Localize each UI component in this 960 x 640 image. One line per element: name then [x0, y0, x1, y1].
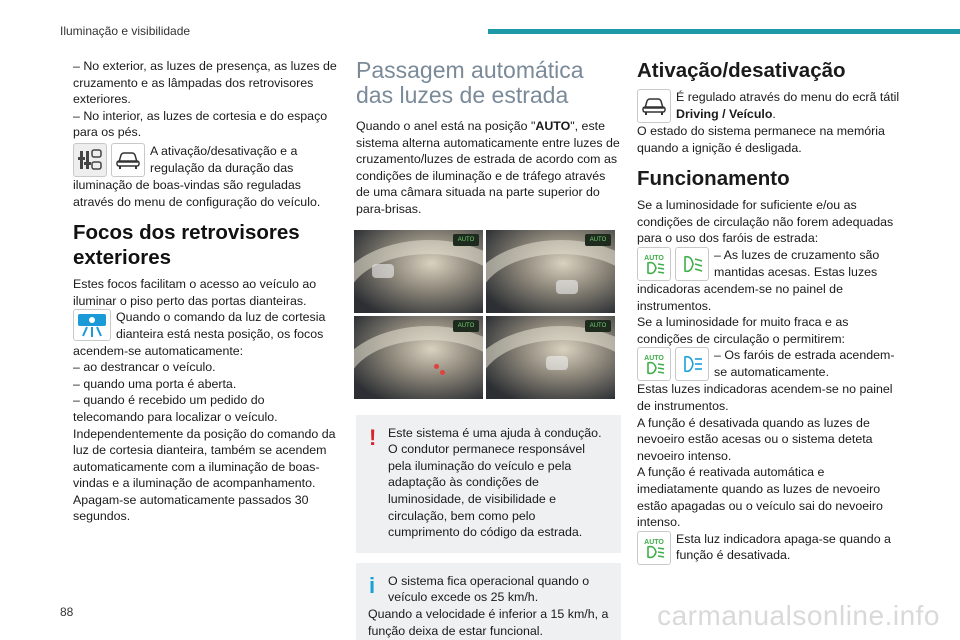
low-beam-text-cont: indicadoras acendem-se no painel de instrumentos. [637, 281, 843, 313]
info-icon: i [369, 572, 376, 598]
high-beam-text-cont: Estas luzes indicadoras acendem-se no painel de instrumentos. [637, 382, 893, 413]
mirror-lamps-paragraph: Independentemente da posição do comando da luz de cortesia dianteira, também se acendem automaticamente com a iluminação de boas-vindas e a iluminação de acompanhamento. [73, 426, 336, 491]
fog-reactivation-text: A função é reativada automática e imediatamente quando as luzes de nevoeiro estão apagadas ou o veículo sai do nevoeiro intenso. [637, 465, 883, 530]
info-note [356, 563, 621, 640]
auto-high-beam-intro: Quando o anel está na posição "AUTO", este sistema alterna automaticamente entre luzes de cruzamento/luzes de estrada de acordo com as condições de iluminação e de tráfego através de uma câmara situada na parte superior do para-brisas. [356, 119, 620, 216]
activation-memory-text: O estado do sistema permanece na memória quando a ignição é desligada. [637, 124, 885, 155]
car-icon [637, 89, 671, 123]
operation-dark-intro: Se a luminosidade for muito fraca e as condições de circulação o permitirem: [637, 315, 849, 346]
illustration-photo: AUTO [354, 230, 483, 313]
illustration-photo: AUTO [486, 316, 615, 399]
svg-text:AUTO: AUTO [644, 355, 664, 363]
mirror-lamps-intro: Estes focos facilitam o acesso ao veículo ao iluminar o piso perto das portas dianteiras. [73, 277, 317, 308]
courtesy-light-icon [73, 309, 111, 341]
icon-row-high-beam [637, 347, 902, 381]
auto-indicator-icon [637, 347, 671, 381]
courtesy-text: Quando o comando da luz de cortesia dianteira está nesta posição, os focos [116, 310, 326, 341]
bullet-item: – quando uma porta é aberta. [73, 376, 237, 391]
column-right [637, 58, 902, 565]
bullet-item: – quando é recebido um pedido do telecomando para localizar o veículo. [73, 393, 278, 424]
mirror-lamps-timeout: Apagam-se automaticamente passados 30 segundos. [73, 492, 309, 524]
car-icon [111, 143, 145, 177]
watermark: carmanualsonline.info [657, 600, 940, 631]
lighting-settings-icon [73, 143, 107, 177]
indicator-off-text: Esta luz indicadora apaga-se quando a função é desativada. [676, 531, 891, 563]
svg-text:AUTO: AUTO [644, 254, 664, 262]
low-beam-text: – As luzes de cruzamento são mantidas acesas. Estas luzes [714, 247, 880, 279]
icon-row-courtesy [73, 309, 338, 342]
bullet-item: – ao destrancar o veículo. [73, 360, 216, 375]
info-first-line: O sistema fica operacional quando o veículo excede os 25 km/h. [388, 573, 590, 605]
illustration-grid [354, 230, 621, 399]
menu-path: Driving / Veículo [676, 106, 773, 121]
activation-text: É regulado através do menu do ecrã tátil [676, 90, 900, 104]
warning-first-line: Este sistema é uma ajuda à condução. [388, 425, 602, 440]
auto-indicator-icon [637, 531, 671, 565]
icon-row-activation: É regulado através do menu do ecrã tátil Driving / Veículo. [637, 89, 902, 123]
high-beam-icon [675, 347, 709, 381]
fog-deactivation-text: A função é desativada quando as luzes de nevoeiro estão acesas ou o sistema deteta nevoeiro intenso. [637, 415, 873, 463]
config-text-cont: iluminação de boas-vindas são reguladas através do menu de configuração do veículo. [73, 177, 321, 209]
auto-indicator-icon [637, 247, 671, 281]
courtesy-text-cont: acendem-se automaticamente: [73, 343, 244, 358]
column-left [73, 58, 338, 525]
operation-intro: Se a luminosidade for suficiente e/ou as condições de circulação não forem adequadas para o uso dos faróis de estrada: [637, 198, 894, 246]
header-title: Iluminação e visibilidade [60, 24, 191, 38]
section-heading-activation: Ativação/desativação [637, 59, 846, 82]
illustration-photo: AUTO [354, 316, 483, 399]
section-heading-operation: Funcionamento [637, 167, 790, 191]
page-number: 88 [60, 605, 74, 619]
header-accent-bar [488, 29, 960, 34]
intro-line-interior: – No interior, as luzes de cortesia e do espaço para os pés. [73, 108, 328, 140]
intro-line-exterior: – No exterior, as luzes de presença, as luzes de cruzamento e as lâmpadas dos retrovisores exteriores. [73, 59, 337, 107]
section-heading-auto-high-beam: Passagem automática das luzes de estrada [356, 57, 584, 108]
warning-note [356, 415, 621, 553]
icon-row-indicator-off [637, 531, 902, 565]
icon-row-low-beam [637, 247, 902, 281]
svg-text:AUTO: AUTO [644, 538, 664, 546]
illustration-photo: AUTO [486, 230, 615, 313]
low-beam-icon [675, 247, 709, 281]
info-text: Quando a velocidade é inferior a 15 km/h, a função deixa de estar funcional. [368, 606, 609, 638]
config-text: A ativação/desativação e a regulação da duração das [150, 143, 298, 175]
column-middle [356, 58, 621, 640]
icon-row-config [73, 143, 338, 177]
warning-icon: ! [369, 424, 377, 450]
warning-text: O condutor permanece responsável pela iluminação do veículo e pela adaptação às condições de luminosidade, de visibilidade e circulação, bem como pelo cumprimento do código da estrada. [388, 442, 585, 540]
section-heading-mirror-lamps: Focos dos retrovisores exteriores [73, 221, 300, 270]
high-beam-text: – Os faróis de estrada acendem-se automaticamente. [714, 348, 895, 379]
